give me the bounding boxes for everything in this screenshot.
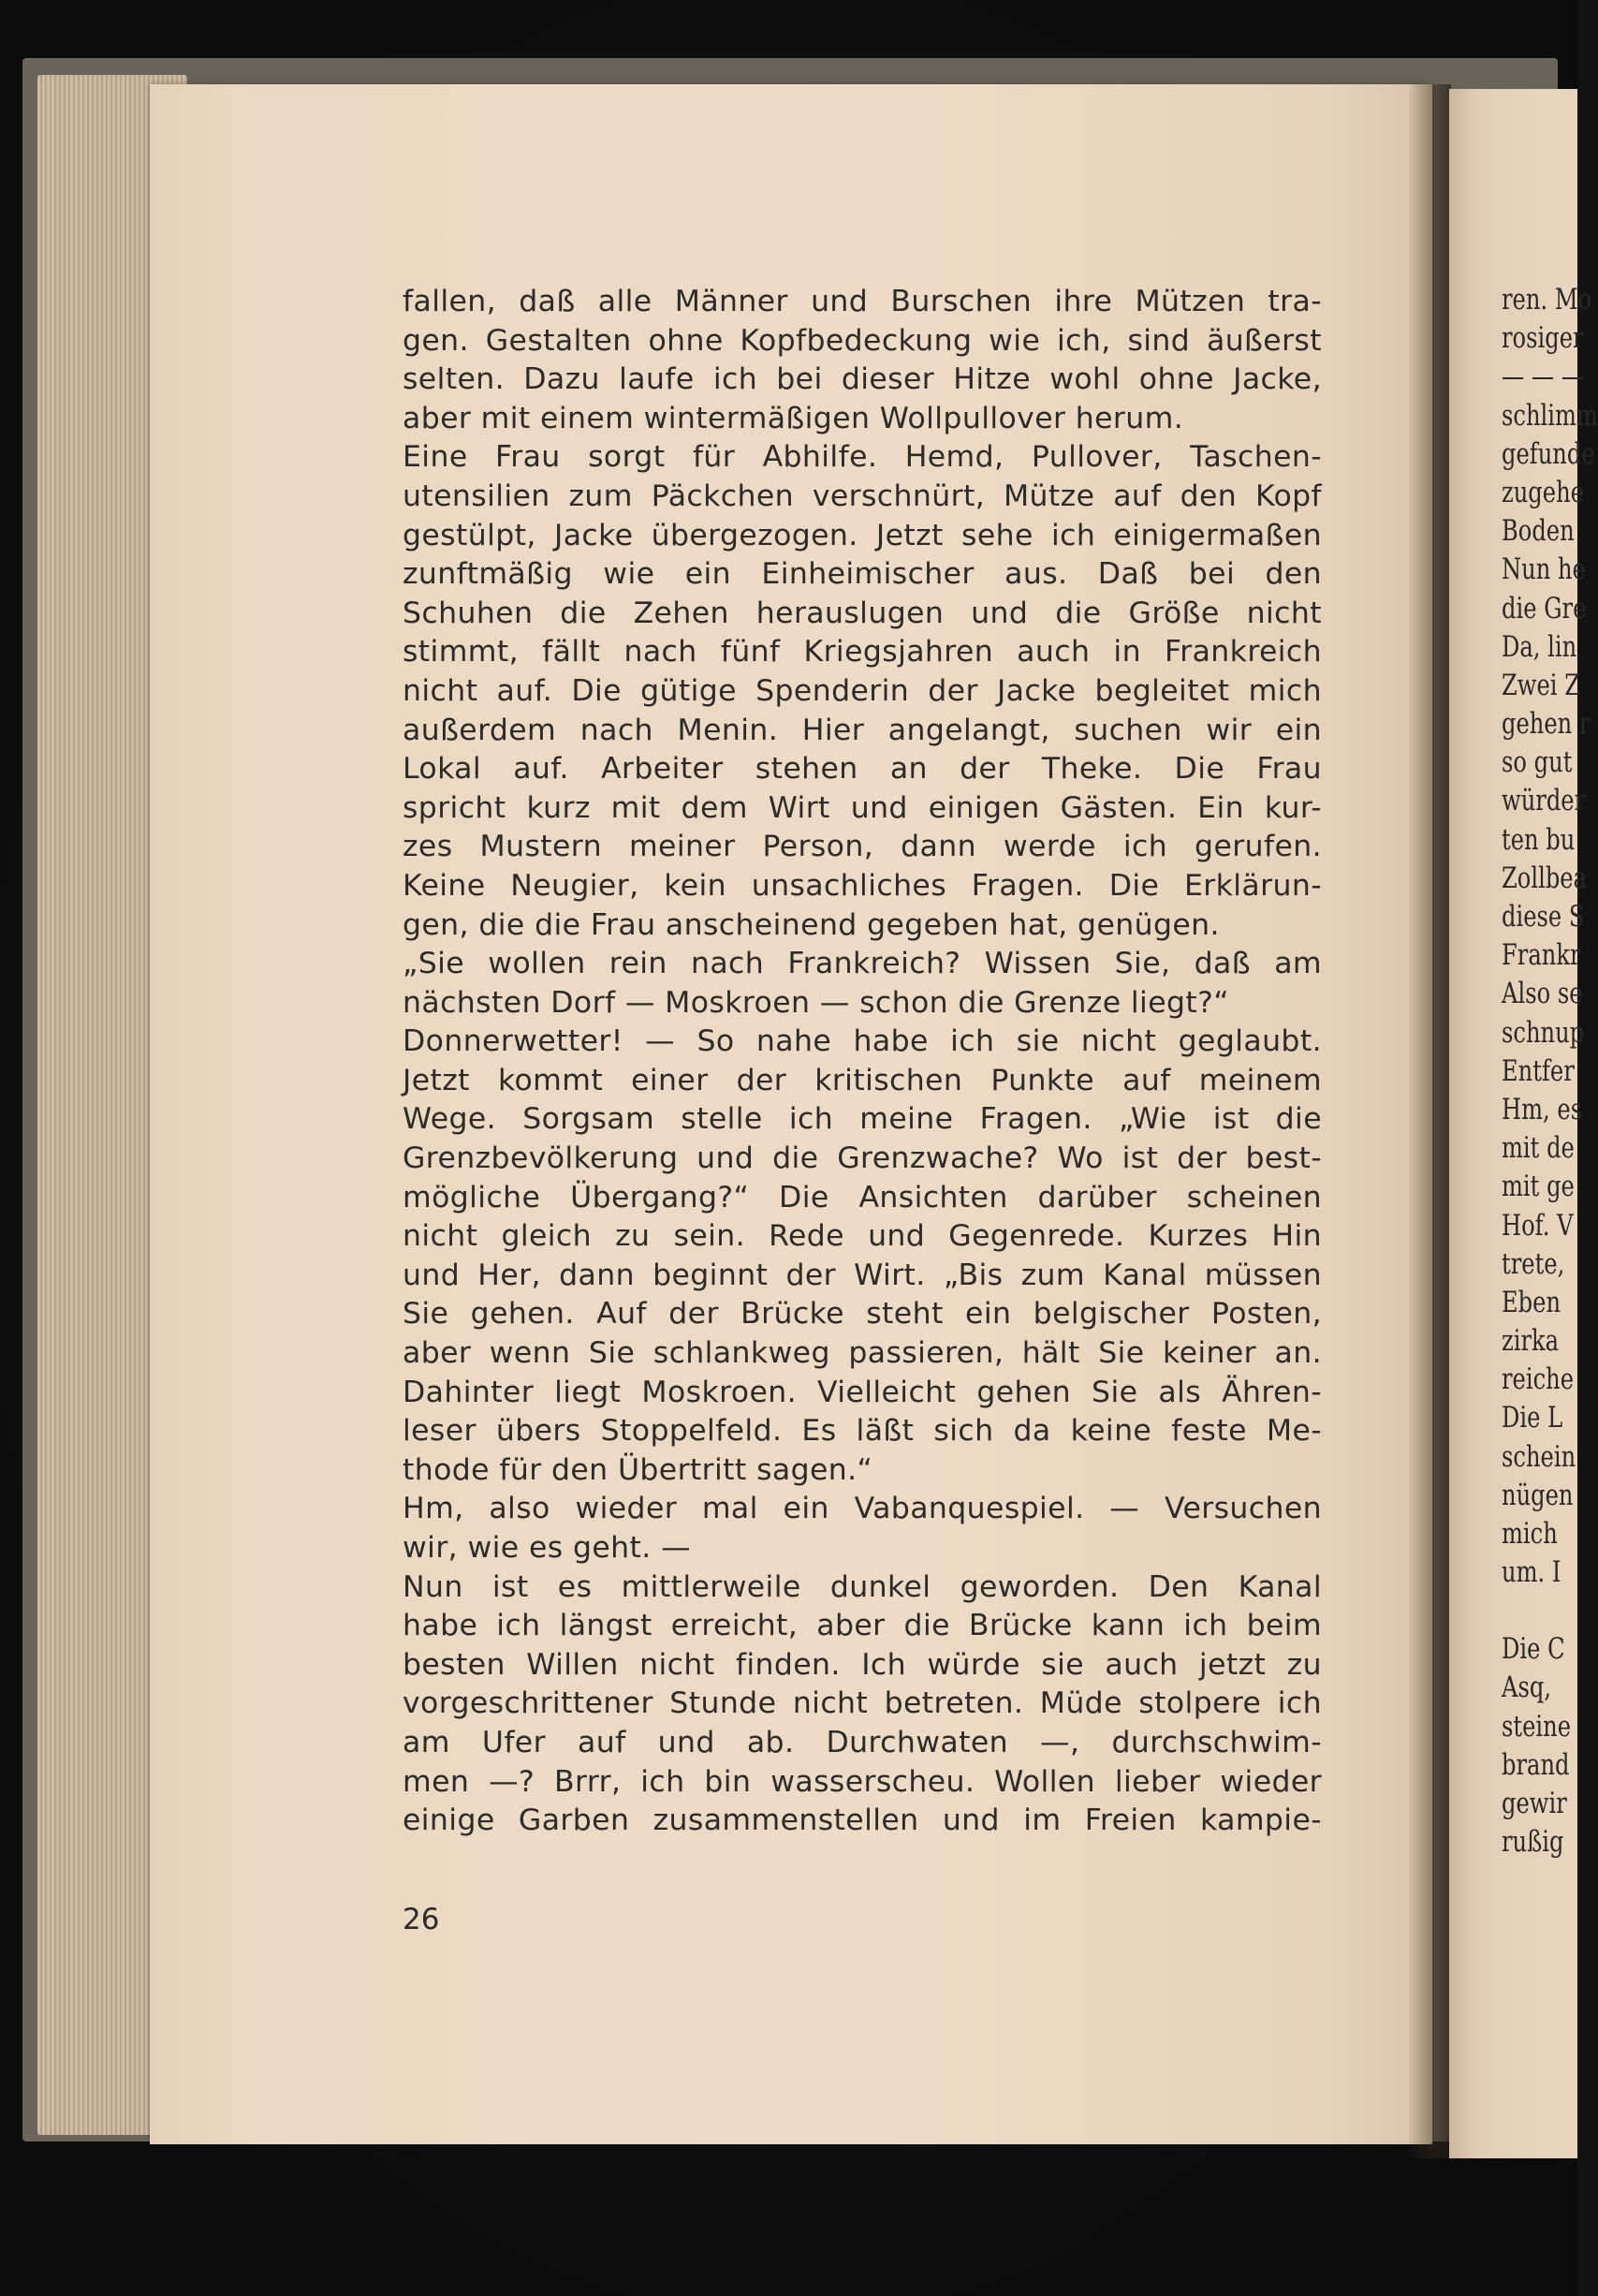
text-line: zes Mustern meiner Person, dann werde ich gerufen. bbox=[403, 830, 1322, 864]
text-line: Lokal auf. Arbeiter stehen an der Theke. Die Frau bbox=[403, 752, 1322, 787]
text-line: gen, die die Frau anscheinend gegeben hat, genügen. bbox=[403, 907, 1220, 942]
right-page-line: nügen bbox=[1502, 1478, 1574, 1512]
right-page-line: Da, lin bbox=[1502, 629, 1577, 664]
text-line: und Her, dann beginnt der Wirt. „Bis zum Kanal müssen bbox=[403, 1258, 1322, 1292]
text-line: aber mit einem wintermäßigen Wollpullover herum. bbox=[403, 401, 1184, 435]
right-page-line: Zollbea bbox=[1502, 861, 1588, 895]
page-body-text bbox=[403, 283, 1322, 1841]
text-line: Eine Frau sorgt für Abhilfe. Hemd, Pullover, Taschen- bbox=[403, 440, 1322, 475]
right-page-line: Entfer bbox=[1502, 1053, 1575, 1088]
page-number: 26 bbox=[403, 1903, 440, 1936]
text-line: Hm, also wieder mal ein Vabanquespiel. — Versuchen bbox=[403, 1492, 1322, 1526]
right-page-line: Hof. V bbox=[1502, 1208, 1574, 1243]
right-page-line: — — — bbox=[1502, 360, 1584, 394]
right-page-line: würder bbox=[1502, 784, 1586, 818]
right-page-line: so gut bbox=[1502, 745, 1573, 780]
right-page-line: ten bu bbox=[1502, 822, 1576, 857]
text-line: Sie gehen. Auf der Brücke steht ein belgischer Posten, bbox=[403, 1297, 1322, 1332]
text-line: stimmt, fällt nach fünf Kriegsjahren auch in Frankreich bbox=[403, 635, 1322, 670]
text-line: thode für den Übertritt sagen.“ bbox=[403, 1452, 873, 1487]
text-line: Donnerwetter! — So nahe habe ich sie nicht geglaubt. bbox=[403, 1024, 1322, 1059]
right-page-line: Eben bbox=[1502, 1285, 1561, 1319]
text-line: Keine Neugier, kein unsachliches Fragen. Die Erklärun- bbox=[403, 868, 1322, 903]
right-page-line: Boden bbox=[1502, 514, 1575, 549]
right-page-line: schlimm bbox=[1502, 398, 1598, 433]
text-line: selten. Dazu laufe ich bei dieser Hitze wohl ohne Jacke, bbox=[403, 362, 1322, 397]
right-page-line: schein bbox=[1502, 1439, 1576, 1474]
right-page-line: trete, bbox=[1502, 1246, 1565, 1281]
text-line: einige Garben zusammenstellen und im Freien kampie- bbox=[403, 1803, 1322, 1838]
right-page-line: zirka bbox=[1502, 1324, 1560, 1359]
right-page-line: Die L bbox=[1502, 1401, 1563, 1435]
text-line: außerdem nach Menin. Hier angelangt, suchen wir ein bbox=[403, 713, 1322, 747]
right-page-line: mit ge bbox=[1502, 1170, 1575, 1204]
text-line: Nun ist es mittlerweile dunkel geworden. Den Kanal bbox=[403, 1569, 1322, 1604]
text-line: spricht kurz mit dem Wirt und einigen Gästen. Ein kur- bbox=[403, 790, 1322, 825]
text-line: Grenzbevölkerung und die Grenzwache? Wo ist der best- bbox=[403, 1141, 1322, 1176]
right-page-line: Nun he bbox=[1502, 552, 1586, 587]
text-line: gen. Gestalten ohne Kopfbedeckung wie ich, sind äußerst bbox=[403, 323, 1322, 358]
right-page-line: gefunde bbox=[1502, 436, 1595, 471]
text-line: utensilien zum Päckchen verschnürt, Mütze auf den Kopf bbox=[403, 478, 1322, 513]
text-line: habe ich längst erreicht, aber die Brücke kann ich beim bbox=[403, 1609, 1322, 1643]
right-page-text bbox=[1502, 281, 1598, 1862]
right-page-line: die Gre bbox=[1502, 591, 1587, 626]
text-line: wir, wie es geht. — bbox=[403, 1531, 692, 1565]
right-page-line: Zwei Z bbox=[1502, 668, 1581, 702]
right-page-line: um. I bbox=[1502, 1555, 1561, 1590]
text-line: men —? Brrr, ich bin wasserscheu. Wollen lieber wieder bbox=[403, 1764, 1322, 1799]
right-page-line: Also se bbox=[1502, 977, 1583, 1011]
right-page-line: reiche bbox=[1502, 1362, 1575, 1397]
right-page-line: zugehe bbox=[1502, 475, 1584, 509]
text-line: am Ufer auf und ab. Durchwaten —, durchschwim- bbox=[403, 1725, 1322, 1759]
right-page-line: ren. Mo bbox=[1502, 283, 1592, 316]
text-line: nächsten Dorf — Moskroen — schon die Grenze liegt?“ bbox=[403, 985, 1229, 1020]
text-line: Dahinter liegt Moskroen. Vielleicht gehen Sie als Ähren- bbox=[403, 1375, 1322, 1409]
right-page-line: Asq, bbox=[1502, 1670, 1552, 1705]
right-page-line: gewir bbox=[1502, 1786, 1567, 1820]
text-line: besten Willen nicht finden. Ich würde sie auch jetzt zu bbox=[403, 1647, 1322, 1682]
book-gutter bbox=[1409, 84, 1451, 2158]
right-page-line: schnup bbox=[1502, 1015, 1585, 1050]
text-line: gestülpt, Jacke übergezogen. Jetzt sehe ich einigermaßen bbox=[403, 518, 1322, 552]
text-line: fallen, daß alle Männer und Burschen ihre Mützen tra- bbox=[403, 285, 1322, 318]
right-page-line: Die C bbox=[1502, 1632, 1565, 1667]
text-line: „Sie wollen rein nach Frankreich? Wissen Sie, daß am bbox=[403, 947, 1322, 981]
right-page-line: mit de bbox=[1502, 1131, 1575, 1166]
text-line: mögliche Übergang?“ Die Ansichten darüber scheinen bbox=[403, 1180, 1322, 1214]
right-page-line: brand bbox=[1502, 1747, 1570, 1782]
right-page-line: mich bbox=[1502, 1517, 1558, 1551]
text-line: Jetzt kommt einer der kritischen Punkte auf meinem bbox=[403, 1063, 1322, 1097]
text-line: nicht auf. Die gütige Spenderin der Jacke begleitet mich bbox=[403, 673, 1322, 708]
text-line: aber wenn Sie schlankweg passieren, hält Sie keiner an. bbox=[403, 1336, 1322, 1371]
right-page-line: Frankr bbox=[1502, 938, 1581, 973]
right-page-line: diese S bbox=[1502, 900, 1585, 934]
text-line: zunftmäßig wie ein Einheimischer aus. Daß bei den bbox=[403, 557, 1322, 592]
text-line: leser übers Stoppelfeld. Es läßt sich da keine feste Me- bbox=[403, 1414, 1322, 1449]
right-page-line: steine bbox=[1502, 1709, 1572, 1744]
text-line: Schuhen die Zehen herauslugen und die Größe nicht bbox=[403, 596, 1322, 630]
text-line: nicht gleich zu sein. Rede und Gegenrede. Kurzes Hin bbox=[403, 1219, 1322, 1254]
right-page-line: Hm, es bbox=[1502, 1092, 1583, 1126]
right-page-line: rußig bbox=[1502, 1825, 1564, 1860]
right-page-line: rosiger bbox=[1502, 321, 1584, 356]
right-page-line: gehen r bbox=[1502, 707, 1591, 742]
text-line: vorgeschrittener Stunde nicht betreten. Müde stolpere ich bbox=[403, 1686, 1322, 1721]
text-line: Wege. Sorgsam stelle ich meine Fragen. „Wie ist die bbox=[403, 1102, 1322, 1137]
